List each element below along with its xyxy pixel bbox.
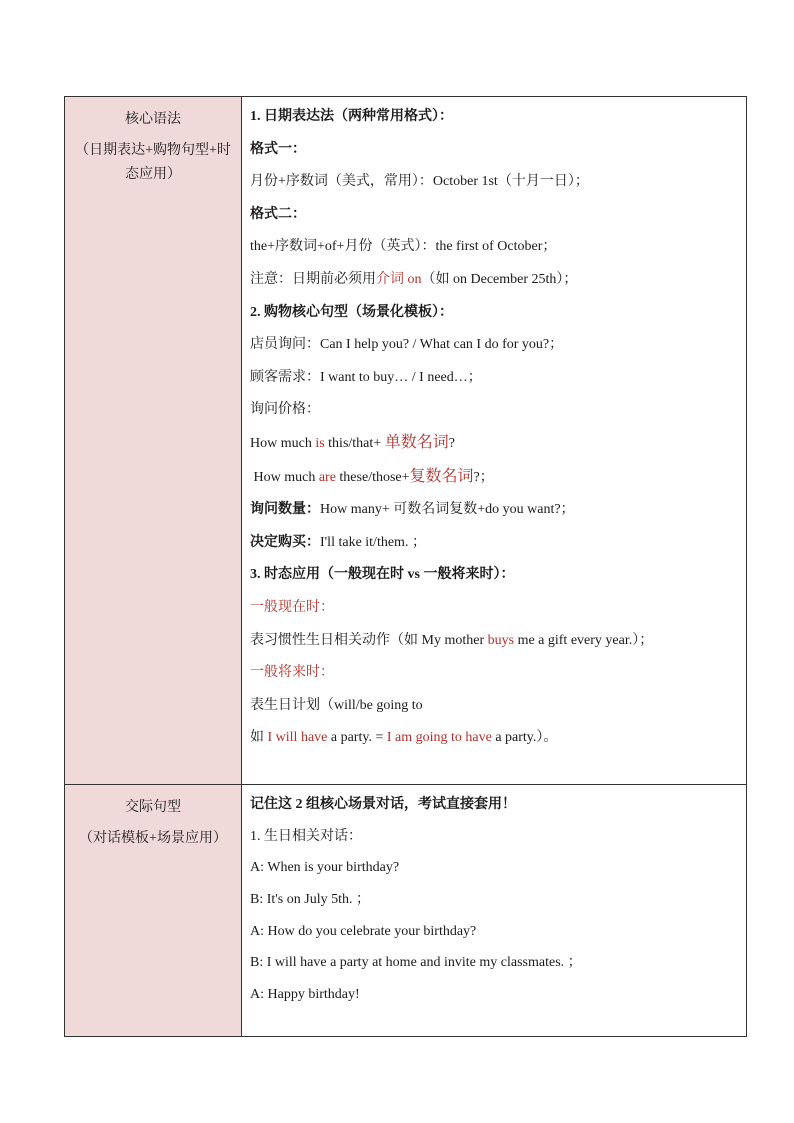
dialogue-label-title: 交际句型 [125,800,181,815]
present-example [250,631,740,651]
price2-c: these/those+ [335,469,410,485]
dialogue-row [65,785,747,1037]
dialogue-line: A: Happy birthday! [250,987,360,1003]
price1-is: is [315,435,325,451]
present-buys: buys [487,632,515,648]
tense-heading: 3. 时态应用（一般现在时 vs 一般将来时）： [250,567,515,583]
date-note [250,270,740,290]
price2-plural-noun: 复数名词 [409,467,474,485]
dialogue-intro: 记住这 2 组核心场景对话，考试直接套用！ [250,797,516,812]
format1-title: 格式一： [250,141,306,157]
grammar-row [65,97,747,785]
dialogue-line: A: When is your birthday? [250,860,400,876]
grammar-label-cell [65,97,242,785]
clerk-question: 店员询问：Can I help you? / What can I do for you?； [250,337,564,353]
dialogue-content-cell [242,785,747,1037]
future-going-to-have: I am going to have [386,730,492,746]
format1-text: 月份+序数词（美式，常用）：October 1st（十月一日）； [250,174,589,190]
dialogue-subheading: 1. 生日相关对话： [250,828,362,844]
price-plural [250,467,740,488]
price1-a: How much [250,435,316,451]
note-text-a: 注意：日期前必须用 [250,271,376,287]
note-text-c: （如 on December 25th）； [421,271,578,287]
price1-singular-noun: 单数名词 [384,433,449,451]
quantity-label: 询问数量： [250,502,320,518]
grammar-label-subtitle: （日期表达+购物句型+时态应用） [75,143,231,182]
dialogue-line: A: How do you celebrate your birthday? [250,923,477,939]
price2-e: ?； [473,469,494,485]
price1-c: this/that+ [324,435,385,451]
note-preposition-on: 介词 on [376,271,422,287]
price-singular [250,433,740,454]
date-heading: 1. 日期表达法（两种常用格式）： [250,109,453,124]
format2-text: the+序数词+of+月份（英式）：the first of October； [250,239,557,255]
grammar-label-title: 核心语法 [125,112,181,127]
future-will-have: I will have [267,730,328,746]
quantity-text: How many+ 可数名词复数+do you want?； [320,502,575,518]
notes-table-wrapper [64,96,715,1037]
grammar-content-cell [242,97,747,785]
shopping-heading: 2. 购物核心句型（场景化模板）： [250,304,453,320]
dialogue-line: B: It's on July 5th. ； [250,892,370,908]
dialogue-label-cell [65,785,242,1037]
price2-a: How much [250,469,319,485]
dialogue-line: B: I will have a party at home and invite my classmates. ； [250,955,582,971]
ask-price-title: 询问价格： [250,402,320,418]
decide-label: 决定购买： [250,534,320,550]
notes-table [64,96,747,1037]
present-title: 一般现在时： [250,599,334,615]
decide-text: I'll take it/them. ； [320,534,426,550]
future-ex-e: a party.）。 [491,730,558,746]
future-example [250,728,740,748]
future-ex-a: 如 [250,730,268,746]
future-title: 一般将来时： [250,665,334,681]
dialogue-label-subtitle: （对话模板+场景应用） [79,831,227,846]
quantity-line [250,500,740,520]
present-c: me a gift every year.）； [514,632,654,648]
decide-line [250,533,740,553]
price2-are: are [318,469,336,485]
price1-e: ? [448,435,455,451]
future-plan: 表生日计划（will/be going to [250,697,423,713]
customer-request: 顾客需求：I want to buy… / I need…； [250,369,482,385]
future-ex-c: a party. = [327,730,387,746]
format2-title: 格式二： [250,206,306,222]
present-a: 表习惯性生日相关动作（如 My mother [250,632,488,648]
